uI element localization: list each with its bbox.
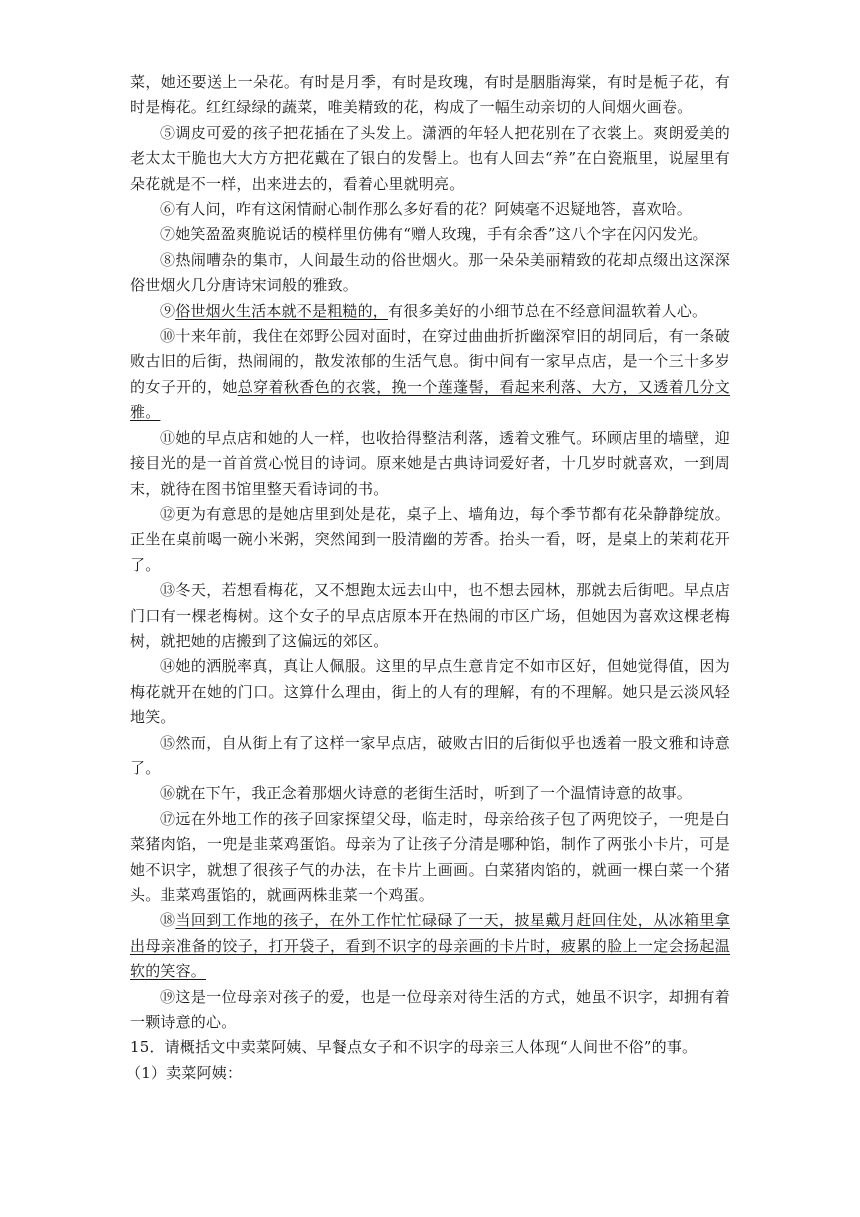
paragraph-14: ⑭她的洒脱率真，真让人佩服。这里的早点生意肯定不如市区好，但她觉得值，因为梅花就开在她的门口。这算什么理由，街上的人有的理解，有的不理解。她只是云淡风轻地笑。 xyxy=(130,657,730,727)
paragraph-10 xyxy=(130,324,730,426)
paragraph-16: ⑯就在下午，我正念着那烟火诗意的老街生活时，听到了一个温情诗意的故事。 xyxy=(160,784,693,803)
question-15-sub-1: （1）卖菜阿姨： xyxy=(126,1063,243,1082)
paragraph-18-marker: ⑱ xyxy=(160,911,176,930)
paragraph-4-continued: 菜，她还要送上一朵花。有时是月季，有时是玫瑰，有时是胭脂海棠，有时是栀子花，有时是梅花。红红绿绿的蔬菜，唯美精致的花，构成了一幅生动亲切的人间烟火画卷。 xyxy=(130,73,730,117)
paragraph-9 xyxy=(130,299,730,324)
paragraph-10-underlined-sentence: 总穿着秋香色的衣裳，挽一个莲蓬髻，看起来利落、大方，又透着几分文雅。 xyxy=(130,377,731,422)
paragraph-6: ⑥有人问，咋有这闲情耐心制作那么多好看的花？阿姨毫不迟疑地答，喜欢哈。 xyxy=(160,200,693,219)
paragraph-12: ⑫更为有意思的是她店里到处是花，桌子上、墙角边，每个季节都有花朵静静绽放。正坐在桌前喝一碗小米粥，突然闻到一股清幽的芳香。抬头一看，呀，是桌上的茉莉花开了。 xyxy=(130,504,730,574)
paragraph-11: ⑪她的早点店和她的人一样，也收拾得整洁利落，透着文雅气。环顾店里的墙壁，迎接目光的是一首首赏心悦目的诗词。原来她是古典诗词爱好者，十几岁时就喜欢，一到周末，就待在图书馆里整天看诗词的书。 xyxy=(130,428,730,498)
paragraph-17: ⑰远在外地工作的孩子回家探望父母，临走时，母亲给孩子包了两兜饺子，一兜是白菜猪肉馅，一兜是韭菜鸡蛋馅。母亲为了让孩子分清是哪种馅，制作了两张小卡片，可是她不识字，就想了很孩子气的办法，在卡片上画画。白菜猪肉馅的，就画一棵白菜一个猪头。韭菜鸡蛋馅的，就画两株韭菜一个鸡蛋。 xyxy=(130,809,730,904)
paragraph-9-marker: ⑨ xyxy=(160,301,176,320)
paragraph-13: ⑬冬天，若想看梅花，又不想跑太远去山中，也不想去园林，那就去后街吧。早点店门口有一棵老梅树。这个女子的早点店原本开在热闹的市区广场，但她因为喜欢这棵老梅树，就把她的店搬到了这偏远的郊区。 xyxy=(130,581,730,650)
paragraph-15: ⑮然而，自从街上有了这样一家早点店，破败古旧的后街似乎也透着一股文雅和诗意了。 xyxy=(130,733,730,777)
paragraph-7: ⑦她笑盈盈爽脆说话的模样里仿佛有“赠人玫瑰，手有余香”这八个字在闪闪发光。 xyxy=(160,225,708,244)
paragraph-10-text: ⑩十来年前，我住在郊野公园对面时，在穿过曲曲折折幽深窄旧的胡同后，有一条破败古旧的后街，热闹闹的，散发浓郁的生活气息。街中间有一家早点店，是一个三十多岁的女子开的，她 xyxy=(130,327,730,396)
document-page xyxy=(126,70,731,1086)
paragraph-18-underlined-sentence: 当回到工作地的孩子，在外工作忙忙碌碌了一天，披星戴月赶回住处，从冰箱里拿出母亲准备的饺子，打开袋子，看到不识字的母亲画的卡片时，疲累的脸上一定会扬起温软的笑容。 xyxy=(130,911,730,981)
paragraph-19: ⑲这是一位母亲对孩子的爱，也是一位母亲对待生活的方式，她虽不识字，却拥有着一颗诗意的心。 xyxy=(130,987,730,1032)
question-15: 15．请概括文中卖菜阿姨、早餐点女子和不识字的母亲三人体现“人间世不俗”的事。 xyxy=(130,1038,698,1057)
paragraph-9-rest: 有很多美好的小细节总在不经意间温软着人心。 xyxy=(388,301,708,320)
paragraph-18 xyxy=(130,908,730,984)
paragraph-8: ⑧热闹嘈杂的集市，人间最生动的俗世烟火。那一朵朵美丽精致的花却点缀出这深深俗世烟火几分唐诗宋词般的雅致。 xyxy=(130,250,730,295)
paragraph-9-underlined-sentence: 俗世烟火生活本就不是粗糙的， xyxy=(175,301,389,320)
paragraph-5: ⑤调皮可爱的孩子把花插在了头发上。潇洒的年轻人把花别在了衣裳上。爽朗爱美的老太太干脆也大大方方把花戴在了银白的发髻上。也有人回去“养”在白瓷瓶里，说屋里有朵花就是不一样，出来进去的，看着心里就明亮。 xyxy=(130,123,730,193)
